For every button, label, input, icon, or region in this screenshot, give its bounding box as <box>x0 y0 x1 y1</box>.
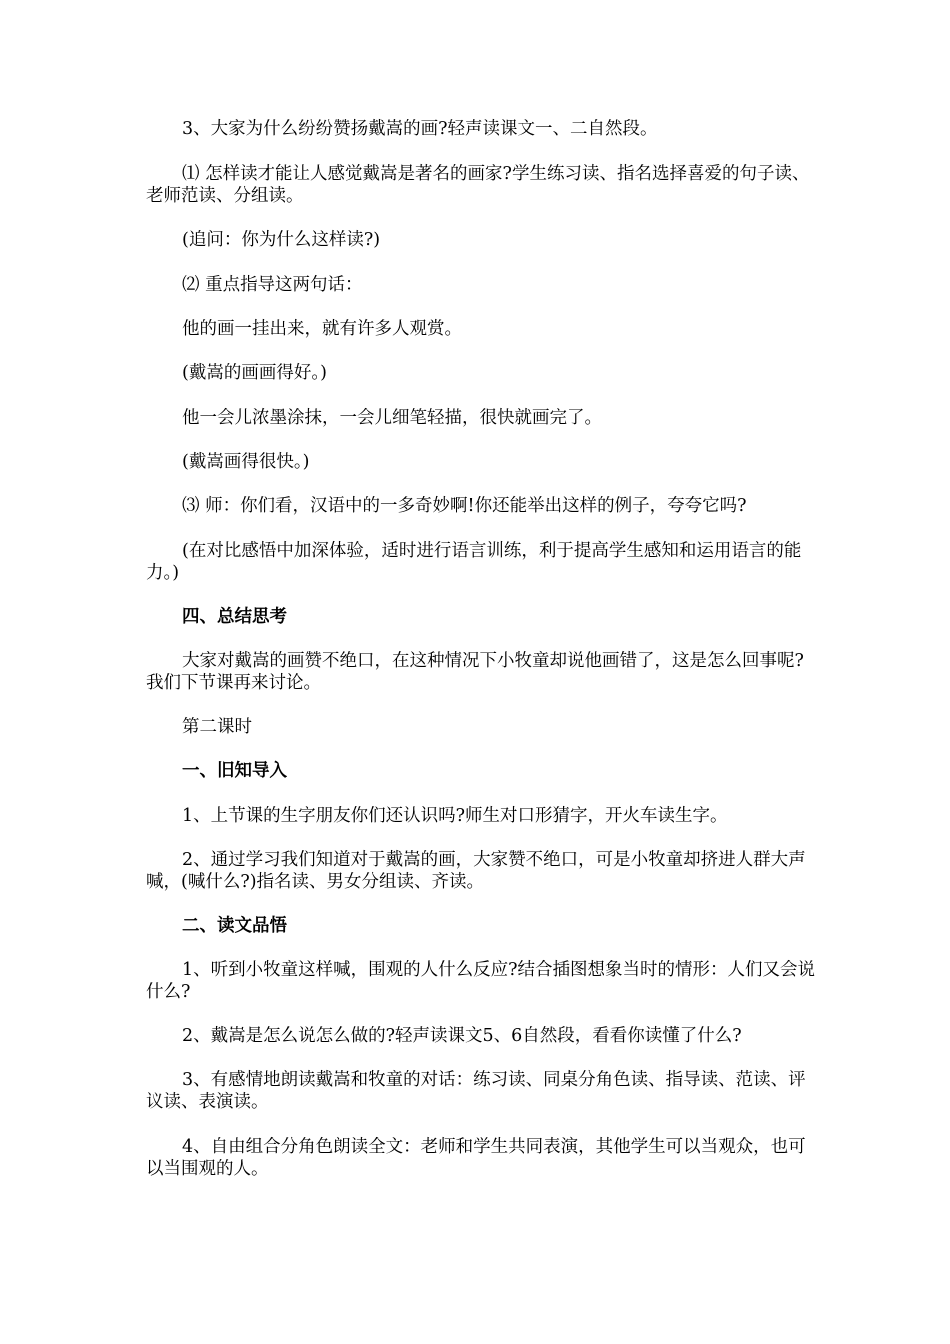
paragraph: (戴嵩画得很快。) <box>182 452 310 472</box>
paragraph: 1、上节课的生字朋友你们还认识吗?师生对口形猜字，开火车读生字。 <box>182 806 728 826</box>
paragraph: 4、自由组合分角色朗读全文：老师和学生共同表演，其他学生可以当观众，也可以当围观的人。 <box>146 1137 806 1179</box>
paragraph: (追问：你为什么这样读?) <box>182 230 381 250</box>
section-heading: 一、旧知导入 <box>182 761 287 781</box>
paragraph: 2、戴嵩是怎么说怎么做的?轻声读课文5、6自然段，看看你读懂了什么? <box>182 1026 742 1046</box>
paragraph: ⑶ 师：你们看，汉语中的一多奇妙啊!你还能举出这样的例子，夸夸它吗? <box>182 496 747 516</box>
paragraph: 3、大家为什么纷纷赞扬戴嵩的画?轻声读课文一、二自然段。 <box>182 119 658 139</box>
section-heading: 二、读文品悟 <box>182 916 287 936</box>
paragraph: 2、通过学习我们知道对于戴嵩的画，大家赞不绝口，可是小牧童却挤进人群大声喊，(喊什么?)指名读、男女分组读、齐读。 <box>146 850 806 892</box>
paragraph: 1、听到小牧童这样喊，围观的人什么反应?结合插图想象当时的情形：人们又会说什么? <box>146 960 816 1002</box>
paragraph: 大家对戴嵩的画赞不绝口，在这种情况下小牧童却说他画错了，这是怎么回事呢?我们下节课再来讨论。 <box>146 651 804 693</box>
lesson-title: 第二课时 <box>182 717 252 737</box>
paragraph: 他一会儿浓墨涂抹，一会儿细笔轻描，很快就画完了。 <box>182 408 602 428</box>
paragraph: ⑵ 重点指导这两句话： <box>182 275 363 295</box>
paragraph: 他的画一挂出来，就有许多人观赏。 <box>182 319 462 339</box>
section-heading: 四、总结思考 <box>182 607 287 627</box>
paragraph: (在对比感悟中加深体验，适时进行语言训练，利于提高学生感知和运用语言的能力。) <box>146 541 802 583</box>
paragraph: 3、有感情地朗读戴嵩和牧童的对话：练习读、同桌分角色读、指导读、范读、评议读、表演读。 <box>146 1070 806 1112</box>
paragraph: (戴嵩的画画得好。) <box>182 363 327 383</box>
paragraph: ⑴ 怎样读才能让人感觉戴嵩是著名的画家?学生练习读、指名选择喜爱的句子读、老师范读、分组读。 <box>146 164 810 206</box>
